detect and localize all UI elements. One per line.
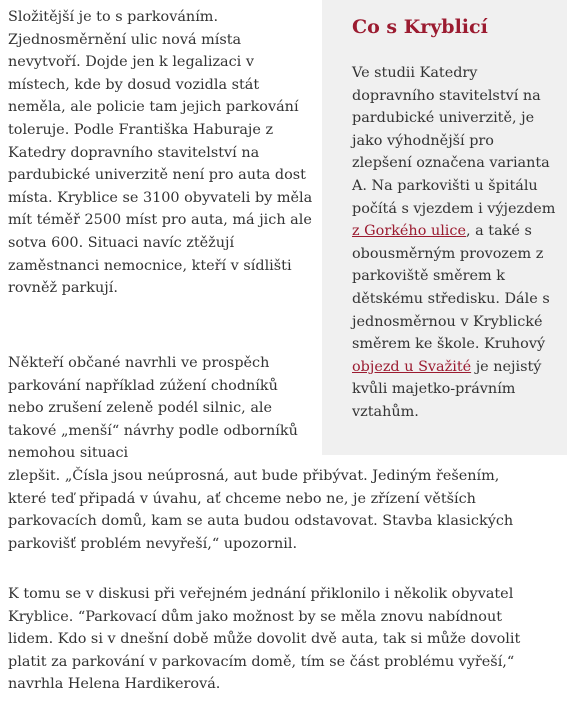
article-paragraph-1: Složitější je to s parkováním. Zjednosměrnění ulic nová místa nevytvoří. Dojde jen k legalizaci v místech, kde by dosud vozidla stát neměla, ale policie tam jejich parkování toleruje. Podle Františka Haburaje z Katedry dopravního stavitelství na pardubické univerzitě není pro auta dost místa. Kryblice se 3100 obyvateli by měla mít téměř 2500 míst pro auta, má jich ale sotva 600. Situaci navíc ztěžují zaměstnanci nemocnice, kteří v sídlišti rovněž parkují. <box>8 9 313 297</box>
sidebar-text-1: Ve studii Katedry dopravního stavitelství na pardubické univerzitě, je jako výhodnější pro zlepšení označena varianta A. Na parkovišti u špitálu počítá s vjezdem i výjezdem <box>352 65 556 217</box>
objezd-u-svazite-link[interactable]: objezd u Svažité <box>352 358 472 375</box>
sidebar-box <box>322 0 567 455</box>
article-paragraph-2-start: Někteří občané navrhli ve prospěch parkování například zúžení chodníků nebo zrušení zeleně podél silnic, ale takové „menší“ návrhy podle odborníků nemohou situaci <box>8 355 298 462</box>
article-paragraph-2-end: zlepšit. „Čísla jsou neúprosná, aut bude přibývat. Jediným řešením, které teď připadá v úvahu, ať chceme nebo ne, je zřízení větších parkovacích domů, kam se auta budou odstavovat. Stavba klasických parkovišť problém nevyřeší,“ upozornil. <box>8 468 514 552</box>
article-paragraph-3: K tomu se v diskusi při veřejném jednání přiklonilo i několik obyvatel Kryblice. “Parkovací dům jako možnost by se měla znovu nabídnout lidem. Kdo si v dnešní době může dovolit dvě auta, tak si může dovolit platit za parkování v parkovacím domě, tím se část problému vyřeší,“ navrhla Helena Hardikerová. <box>8 586 521 693</box>
sidebar-text-3: je nejistý kvůli majetko-právním vztahům. <box>352 358 542 420</box>
sidebar-text-2: , a také s obousměrným provozem z parkoviště směrem k dětskému středisku. Dále s jednosměrnou v Kryblické směrem ke škole. Kruhový <box>352 223 550 353</box>
sidebar-title: Co s Kryblicí <box>352 16 488 38</box>
gorkeho-ulice-link[interactable]: z Gorkého ulice <box>352 223 466 240</box>
sidebar-text <box>352 62 557 424</box>
